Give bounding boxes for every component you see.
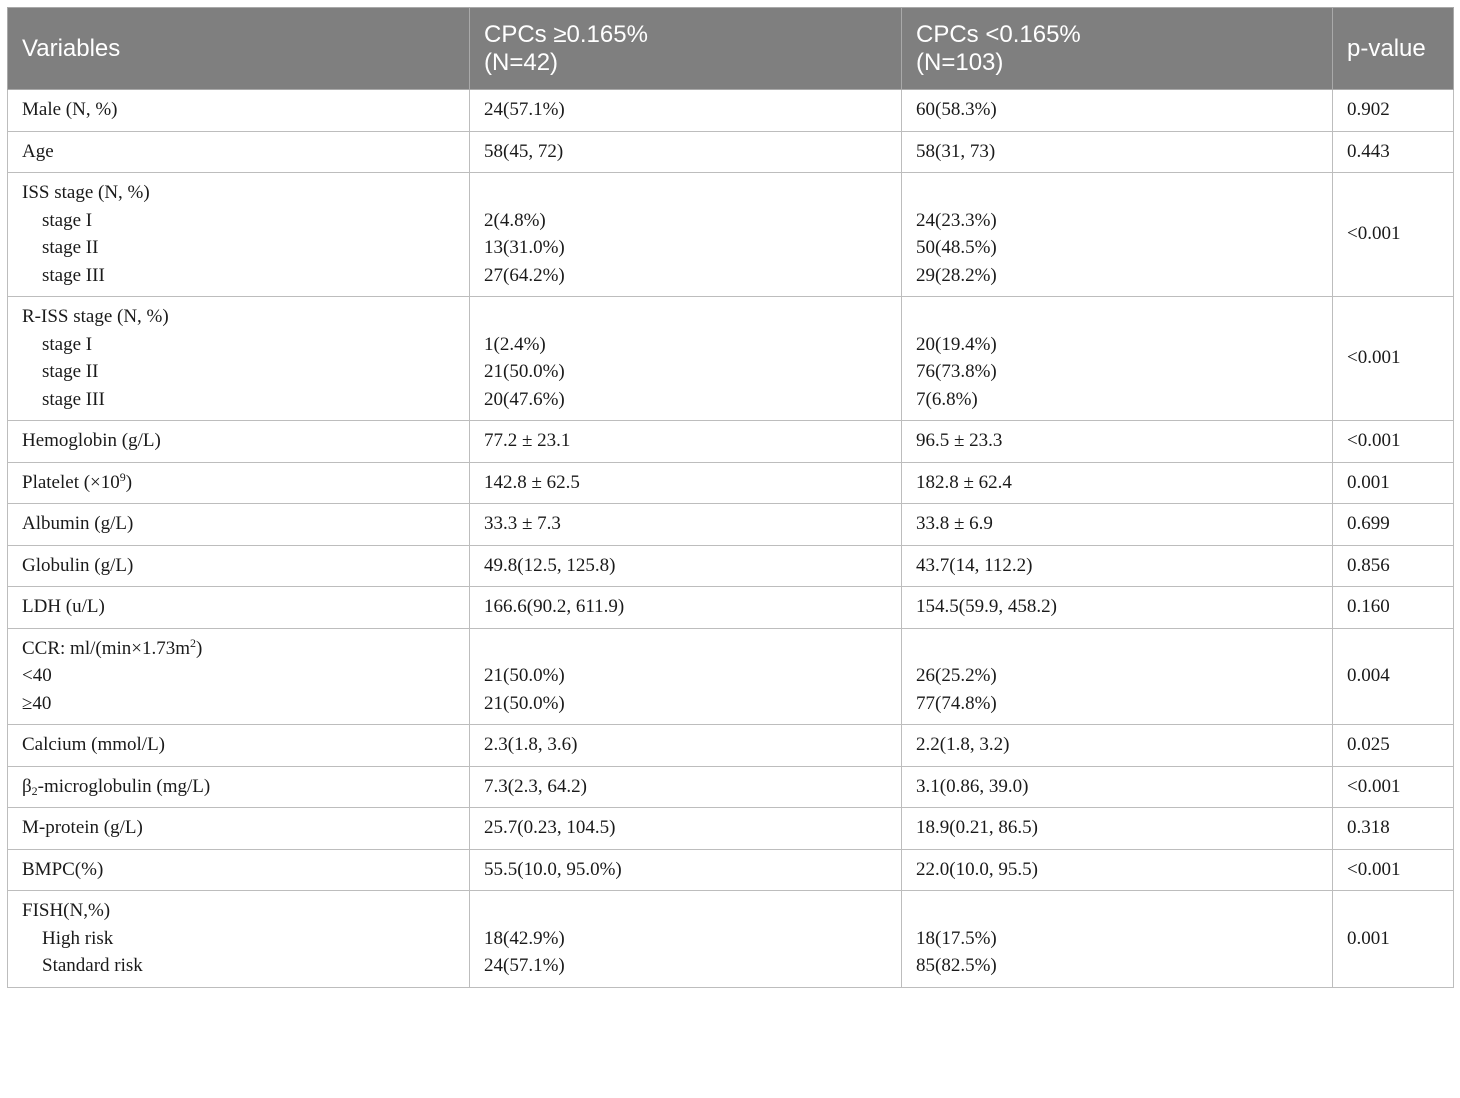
cell-low: [902, 628, 1333, 725]
table-row-iss-stage: [8, 173, 1454, 297]
table-row-globulin: [8, 545, 1454, 587]
cell-pvalue: 0.699: [1333, 504, 1454, 546]
cell-pvalue: <0.001: [1333, 173, 1454, 297]
sub-value: 26(25.2%): [916, 665, 997, 686]
cell-low: 2.2(1.8, 3.2): [902, 725, 1333, 767]
row-label: [8, 766, 470, 808]
sub-label: High risk: [42, 927, 114, 949]
row-label: [8, 462, 470, 504]
sub-label: ≥40: [22, 692, 52, 714]
label-superscript: 2: [190, 635, 197, 650]
cell-high: [470, 891, 902, 988]
table-row-hemoglobin: [8, 421, 1454, 463]
header-variables: [8, 8, 470, 90]
row-label: Male (N, %): [8, 90, 470, 132]
cell-high: [470, 173, 902, 297]
sub-value: 29(28.2%): [916, 264, 997, 286]
header-cpcs-high-n: (N=42): [484, 48, 559, 76]
label-subscript: 2: [31, 783, 38, 798]
cell-pvalue: 0.856: [1333, 545, 1454, 587]
header-cpcs-high-title: CPCs ≥0.165%: [484, 20, 648, 48]
sub-value: 76(73.8%): [916, 361, 997, 382]
header-cpcs-low-title: CPCs <0.165%: [916, 20, 1081, 48]
table-row-ccr: [8, 628, 1454, 725]
label-text: CCR: ml/(min×1.73m: [22, 637, 191, 659]
table-row-riss-stage: [8, 297, 1454, 421]
sub-value: 7(6.8%): [916, 388, 978, 410]
label-text-end: ): [125, 471, 133, 493]
label-superscript: 9: [119, 469, 126, 484]
table-row-platelet: [8, 462, 1454, 504]
label-text: β: [22, 775, 32, 797]
group-label: ISS stage (N, %): [22, 182, 150, 203]
row-label: Calcium (mmol/L): [8, 725, 470, 767]
cell-pvalue: 0.001: [1333, 891, 1454, 988]
cell-pvalue: <0.001: [1333, 849, 1454, 891]
sub-label: stage III: [42, 264, 105, 286]
sub-value: 18(42.9%): [484, 927, 565, 949]
header-cpcs-low-n: (N=103): [916, 48, 1004, 76]
cell-pvalue: 0.318: [1333, 808, 1454, 850]
sub-value: 2(4.8%): [484, 209, 546, 231]
cell-high: [470, 297, 902, 421]
sub-label: stage I: [42, 209, 93, 231]
cell-high: 24(57.1%): [470, 90, 902, 132]
cell-low: 96.5 ± 23.3: [902, 421, 1333, 463]
row-label: BMPC(%): [8, 849, 470, 891]
table-row-bmpc: [8, 849, 1454, 891]
cell-pvalue: 0.160: [1333, 587, 1454, 629]
header-variables-label: Variables: [22, 34, 121, 62]
cell-pvalue: 0.001: [1333, 462, 1454, 504]
sub-value: 50(48.5%): [916, 237, 997, 258]
table-row-fish: [8, 891, 1454, 988]
cell-high: 49.8(12.5, 125.8): [470, 545, 902, 587]
cell-pvalue: <0.001: [1333, 297, 1454, 421]
sub-value: 1(2.4%): [484, 333, 546, 355]
cell-pvalue: <0.001: [1333, 421, 1454, 463]
sub-value: 27(64.2%): [484, 264, 565, 286]
cell-high: 33.3 ± 7.3: [470, 504, 902, 546]
row-label: Hemoglobin (g/L): [8, 421, 470, 463]
cell-low: [902, 173, 1333, 297]
row-label: Age: [8, 131, 470, 173]
sub-value: 21(50.0%): [484, 692, 565, 714]
table-row-male: [8, 90, 1454, 132]
cell-high: 2.3(1.8, 3.6): [470, 725, 902, 767]
table-row-albumin: [8, 504, 1454, 546]
cell-high: 7.3(2.3, 64.2): [470, 766, 902, 808]
sub-label: stage III: [42, 388, 105, 410]
header-cpcs-high: [470, 8, 902, 90]
sub-value: 21(50.0%): [484, 665, 565, 686]
row-label: [8, 891, 470, 988]
sub-label: stage II: [42, 361, 99, 382]
cell-low: 154.5(59.9, 458.2): [902, 587, 1333, 629]
cell-low: 18.9(0.21, 86.5): [902, 808, 1333, 850]
label-text-end: ): [196, 637, 203, 659]
group-label: [22, 635, 455, 663]
row-label: Globulin (g/L): [8, 545, 470, 587]
row-label: [8, 173, 470, 297]
table-row-ldh: [8, 587, 1454, 629]
sub-value: 24(23.3%): [916, 209, 997, 231]
sub-value: 24(57.1%): [484, 955, 565, 976]
row-label: M-protein (g/L): [8, 808, 470, 850]
cell-pvalue: 0.443: [1333, 131, 1454, 173]
cell-high: [470, 628, 902, 725]
cell-high: 55.5(10.0, 95.0%): [470, 849, 902, 891]
cell-low: [902, 891, 1333, 988]
cell-pvalue: 0.004: [1333, 628, 1454, 725]
row-label: [8, 297, 470, 421]
cell-low: 22.0(10.0, 95.5): [902, 849, 1333, 891]
header-pvalue-label: p-value: [1347, 34, 1426, 62]
cell-low: 58(31, 73): [902, 131, 1333, 173]
cell-high: 77.2 ± 23.1: [470, 421, 902, 463]
sub-value: 77(74.8%): [916, 692, 997, 714]
table-row-b2-microglobulin: [8, 766, 1454, 808]
sub-value: 85(82.5%): [916, 955, 997, 976]
header-row: [8, 8, 1454, 90]
sub-value: 20(19.4%): [916, 333, 997, 355]
sub-label: Standard risk: [42, 955, 143, 976]
label-text: Platelet (×10: [22, 471, 120, 493]
sub-value: 18(17.5%): [916, 927, 997, 949]
sub-value: 13(31.0%): [484, 237, 565, 258]
table-row-m-protein: [8, 808, 1454, 850]
header-pvalue: [1333, 8, 1454, 90]
cell-low: 182.8 ± 62.4: [902, 462, 1333, 504]
header-cpcs-low: [902, 8, 1333, 90]
row-label: Albumin (g/L): [8, 504, 470, 546]
cell-pvalue: <0.001: [1333, 766, 1454, 808]
sub-label: stage II: [42, 237, 99, 258]
group-label: R-ISS stage (N, %): [22, 306, 169, 327]
table-row-calcium: [8, 725, 1454, 767]
cell-low: 43.7(14, 112.2): [902, 545, 1333, 587]
cell-low: 3.1(0.86, 39.0): [902, 766, 1333, 808]
cell-low: [902, 297, 1333, 421]
table-row-age: [8, 131, 1454, 173]
cell-high: 58(45, 72): [470, 131, 902, 173]
row-label: LDH (u/L): [8, 587, 470, 629]
sub-label: stage I: [42, 333, 93, 355]
sub-value: 21(50.0%): [484, 361, 565, 382]
cell-high: 25.7(0.23, 104.5): [470, 808, 902, 850]
cell-pvalue: 0.025: [1333, 725, 1454, 767]
cell-pvalue: 0.902: [1333, 90, 1454, 132]
label-text-end: -microglobulin (mg/L): [37, 775, 211, 797]
sub-value: 20(47.6%): [484, 388, 565, 410]
row-label: [8, 628, 470, 725]
sub-label: <40: [22, 665, 52, 686]
cell-high: 142.8 ± 62.5: [470, 462, 902, 504]
characteristics-table: [7, 7, 1454, 988]
cell-low: 60(58.3%): [902, 90, 1333, 132]
cell-low: 33.8 ± 6.9: [902, 504, 1333, 546]
group-label: FISH(N,%): [22, 900, 111, 921]
cell-high: 166.6(90.2, 611.9): [470, 587, 902, 629]
